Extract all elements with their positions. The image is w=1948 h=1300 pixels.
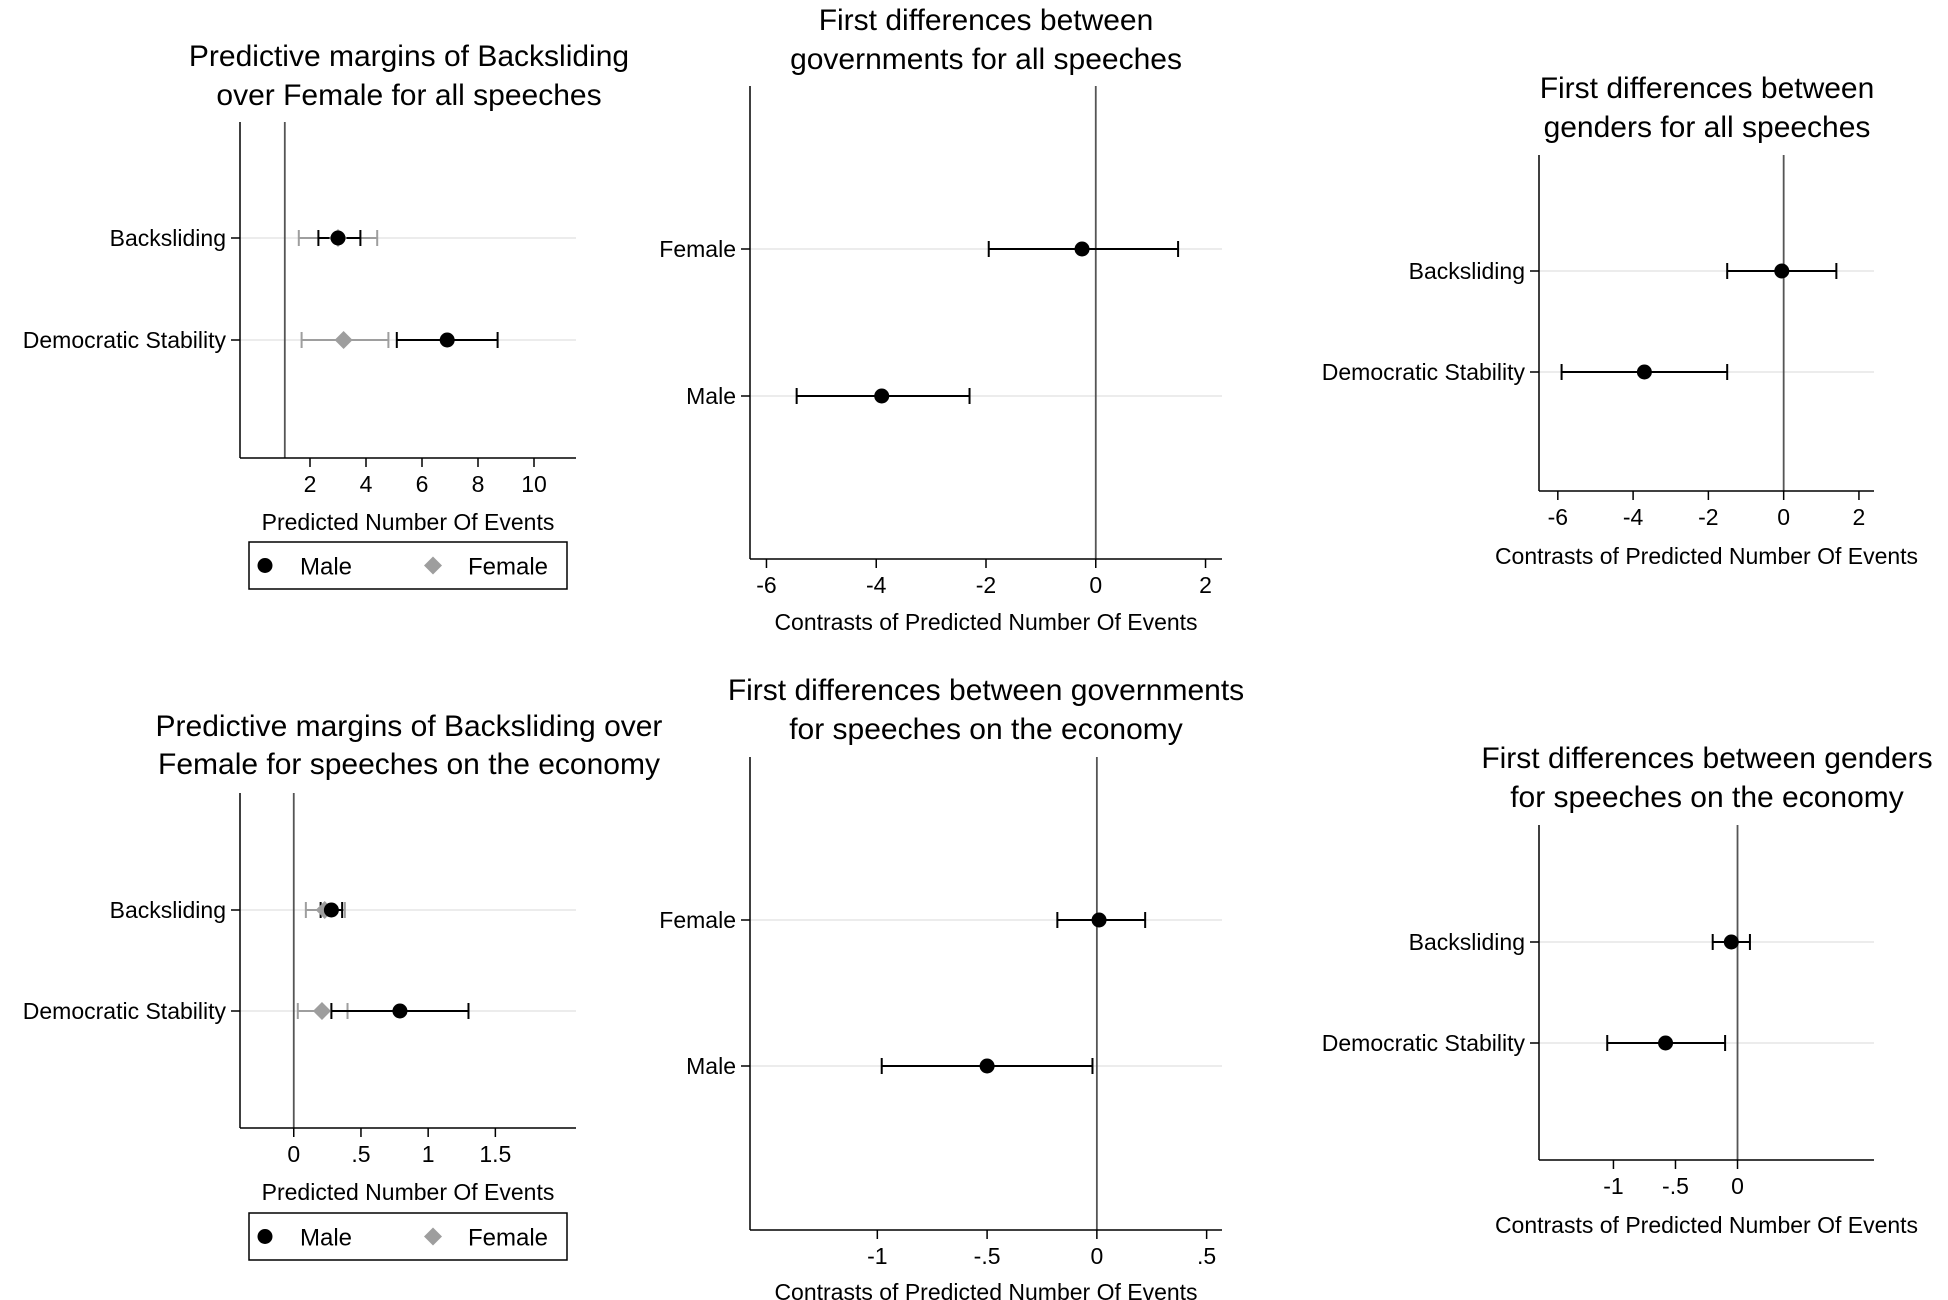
x-tick-label: -4 [866,572,887,598]
legend-male-marker [258,1229,273,1244]
x-tick-label: -1 [867,1243,888,1269]
x-axis-label: Predicted Number Of Events [261,509,555,535]
chart-title: First differences between governments [727,674,1245,707]
male-point [331,231,346,246]
estimate-point [1092,913,1107,928]
x-tick-label: -6 [756,572,777,598]
x-axis-label: Contrasts of Predicted Number Of Events [1494,543,1919,569]
x-tick-label: -2 [975,572,997,598]
x-tick-label: 0 [1777,504,1791,530]
male-point [440,333,455,348]
x-tick-label: -4 [1622,504,1644,530]
chart-title: genders for all speeches [1543,111,1871,144]
chart-p2 [659,4,1222,635]
category-label: Male [686,383,736,409]
legend-male-label: Male [300,1224,353,1252]
category-label: Male [686,1053,736,1079]
x-tick-label: 2 [1199,572,1212,598]
chart-p4 [23,710,663,1260]
category-label: Democratic Stability [22,327,226,353]
x-tick-label: -2 [1698,504,1719,530]
legend-female-label: Female [468,553,549,581]
chart-p5 [659,674,1244,1300]
x-tick-label: 10 [521,471,547,497]
chart-title: First differences between [818,4,1154,37]
chart-p3 [1322,72,1918,569]
chart-title: Predictive margins of Backsliding [188,40,630,73]
chart-title: governments for all speeches [790,43,1182,76]
estimate-point [874,389,889,404]
x-tick-label: .5 [351,1141,371,1167]
estimate-point [1774,264,1789,279]
estimate-point [1658,1036,1673,1051]
category-label: Female [659,907,736,933]
legend [249,1213,567,1260]
chart-title: over Female for all speeches [216,79,602,112]
x-tick-label: 4 [359,471,373,497]
category-label: Female [659,236,736,262]
category-label: Backsliding [1408,929,1525,955]
x-tick-label: 0 [287,1141,301,1167]
x-tick-label: -.5 [1662,1173,1689,1199]
x-axis-label: Contrasts of Predicted Number Of Events [774,1279,1198,1300]
x-tick-label: -6 [1547,504,1569,530]
female-point [335,331,353,349]
legend [249,542,567,589]
estimate-point [1637,365,1652,380]
x-tick-label: 1.5 [479,1141,512,1167]
chart-title: for speeches on the economy [789,713,1183,746]
chart-title: Predictive margins of Backsliding over [155,710,663,743]
category-label: Backsliding [109,225,226,251]
x-tick-label: 0 [1090,1243,1104,1269]
chart-p1 [23,40,629,589]
x-tick-label: 1 [421,1141,435,1167]
x-tick-label: 6 [415,471,429,497]
male-point [324,903,339,918]
x-axis-label: Contrasts of Predicted Number Of Events [1494,1212,1919,1238]
legend-male-marker [258,558,273,573]
female-point [313,1002,331,1020]
x-axis-label: Predicted Number Of Events [261,1179,555,1205]
male-point [392,1004,407,1019]
chart-title: for speeches on the economy [1510,781,1904,814]
x-tick-label: 2 [1852,504,1866,530]
chart-title: First differences between [1539,72,1875,105]
chart-p6 [1322,742,1933,1238]
legend-female-label: Female [468,1224,549,1252]
x-tick-label: 2 [303,471,317,497]
chart-title: First differences between genders [1481,742,1933,775]
category-label: Democratic Stability [1321,1030,1525,1056]
x-tick-label: -1 [1603,1173,1624,1199]
x-tick-label: 8 [471,471,485,497]
category-label: Backsliding [109,897,226,923]
legend-male-label: Male [300,553,353,581]
x-tick-label: .5 [1197,1243,1217,1269]
category-label: Democratic Stability [22,998,226,1024]
estimate-point [1075,242,1090,257]
x-tick-label: 0 [1089,572,1103,598]
chart-title: Female for speeches on the economy [158,748,660,781]
x-axis-label: Contrasts of Predicted Number Of Events [774,609,1198,635]
x-tick-label: 0 [1731,1173,1744,1199]
category-label: Democratic Stability [1321,359,1525,385]
estimate-point [980,1059,995,1074]
category-label: Backsliding [1408,258,1525,284]
x-tick-label: -.5 [973,1243,1001,1269]
estimate-point [1724,935,1739,950]
